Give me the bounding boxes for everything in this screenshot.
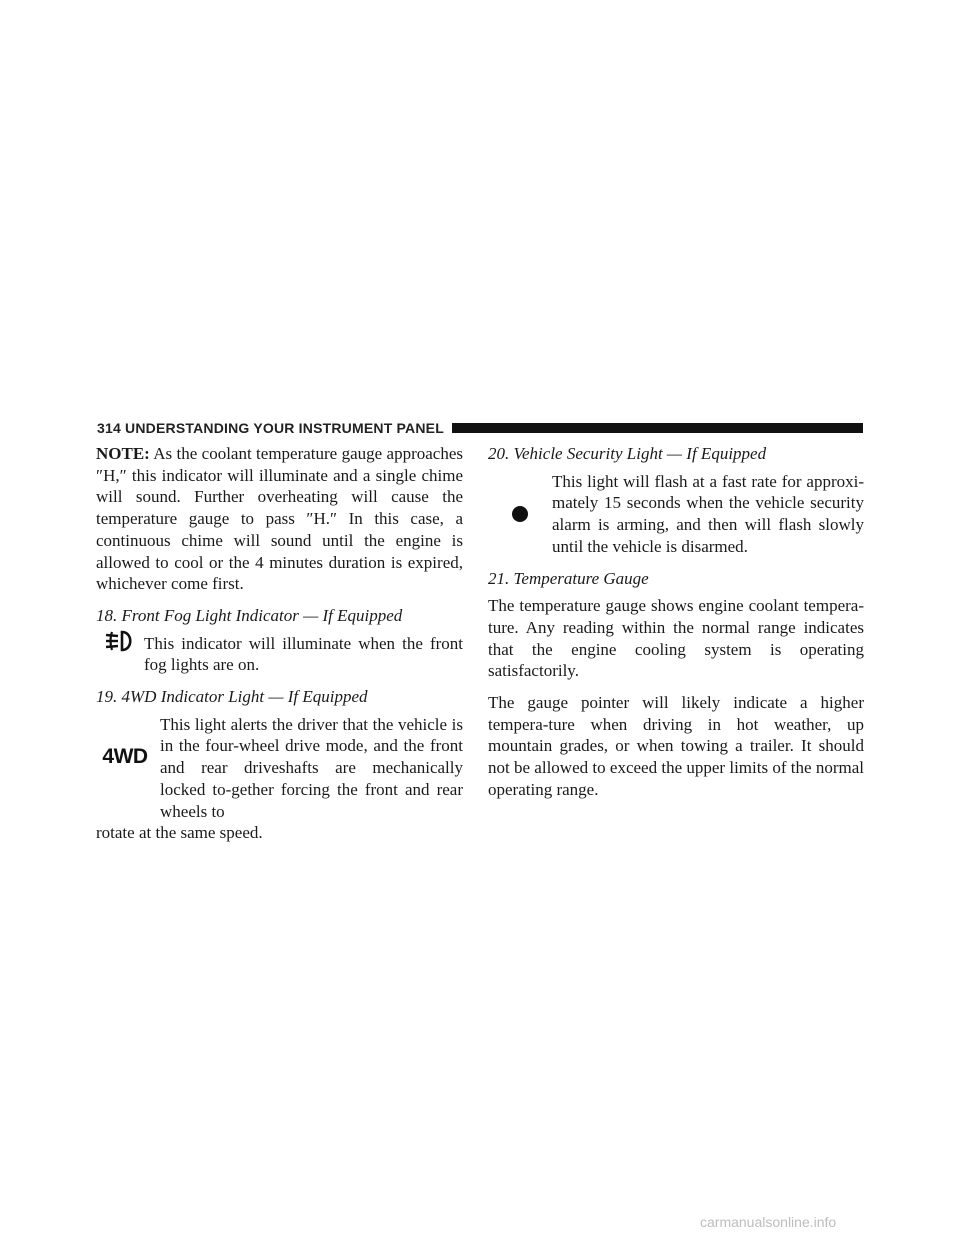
section-21-title: 21. Temperature Gauge	[488, 568, 649, 588]
section-19-text-continued: rotate at the same speed.	[96, 823, 263, 843]
note-label: NOTE:	[96, 444, 150, 463]
header-rule	[452, 423, 863, 433]
section-18-text: This indicator will illuminate when the front fog lights are on.	[144, 633, 463, 675]
section-19-body	[96, 714, 463, 823]
note-paragraph	[96, 443, 463, 595]
right-column	[488, 443, 864, 801]
front-fog-light-icon	[96, 629, 144, 653]
page-header	[97, 418, 863, 438]
section-20-title: 20. Vehicle Security Light — If Equipped	[488, 444, 767, 463]
4wd-icon-label: 4WD	[102, 744, 148, 768]
left-column	[96, 443, 463, 844]
note-text: As the coolant temperature gauge approaches ″H,″ this indicator will illuminate and a single chime will sound. Further overheating will cause the temperature gauge to pass ″H.″ In this case, a continuous chime will sound until the engine is allowed to cool or the 4 minutes duration is expired, whichever come first.	[96, 444, 463, 594]
security-light-icon	[488, 471, 552, 557]
section-19-text: This light alerts the driver that the vehicle is in the four-wheel drive mode, and the front and rear driveshafts are mechanically locked to-gether forcing the front and rear wheels to	[160, 714, 463, 821]
section-18-body	[96, 633, 463, 676]
section-19-title: 19. 4WD Indicator Light — If Equipped	[96, 687, 368, 707]
section-21-paragraph-1: The temperature gauge shows engine coolant tempera-ture. Any reading within the normal range indicates that the engine cooling system is operating satisfactorily.	[488, 596, 864, 681]
4wd-icon	[96, 714, 160, 800]
section-20-body	[488, 471, 864, 558]
section-18-title: 18. Front Fog Light Indicator — If Equipped	[96, 605, 403, 625]
page-number-and-section: 314 UNDERSTANDING YOUR INSTRUMENT PANEL	[97, 420, 444, 436]
watermark: carmanualsonline.info	[700, 1214, 837, 1230]
section-21-paragraph-2: The gauge pointer will likely indicate a higher tempera-ture when driving in hot weather, up mountain grades, or when towing a trailer. It should not be allowed to exceed the upper limits of the normal operating range.	[488, 693, 864, 799]
section-20-text: This light will flash at a fast rate for approxi-mately 15 seconds when the vehicle security alarm is arming, and then will flash slowly until the vehicle is disarmed.	[552, 471, 864, 556]
